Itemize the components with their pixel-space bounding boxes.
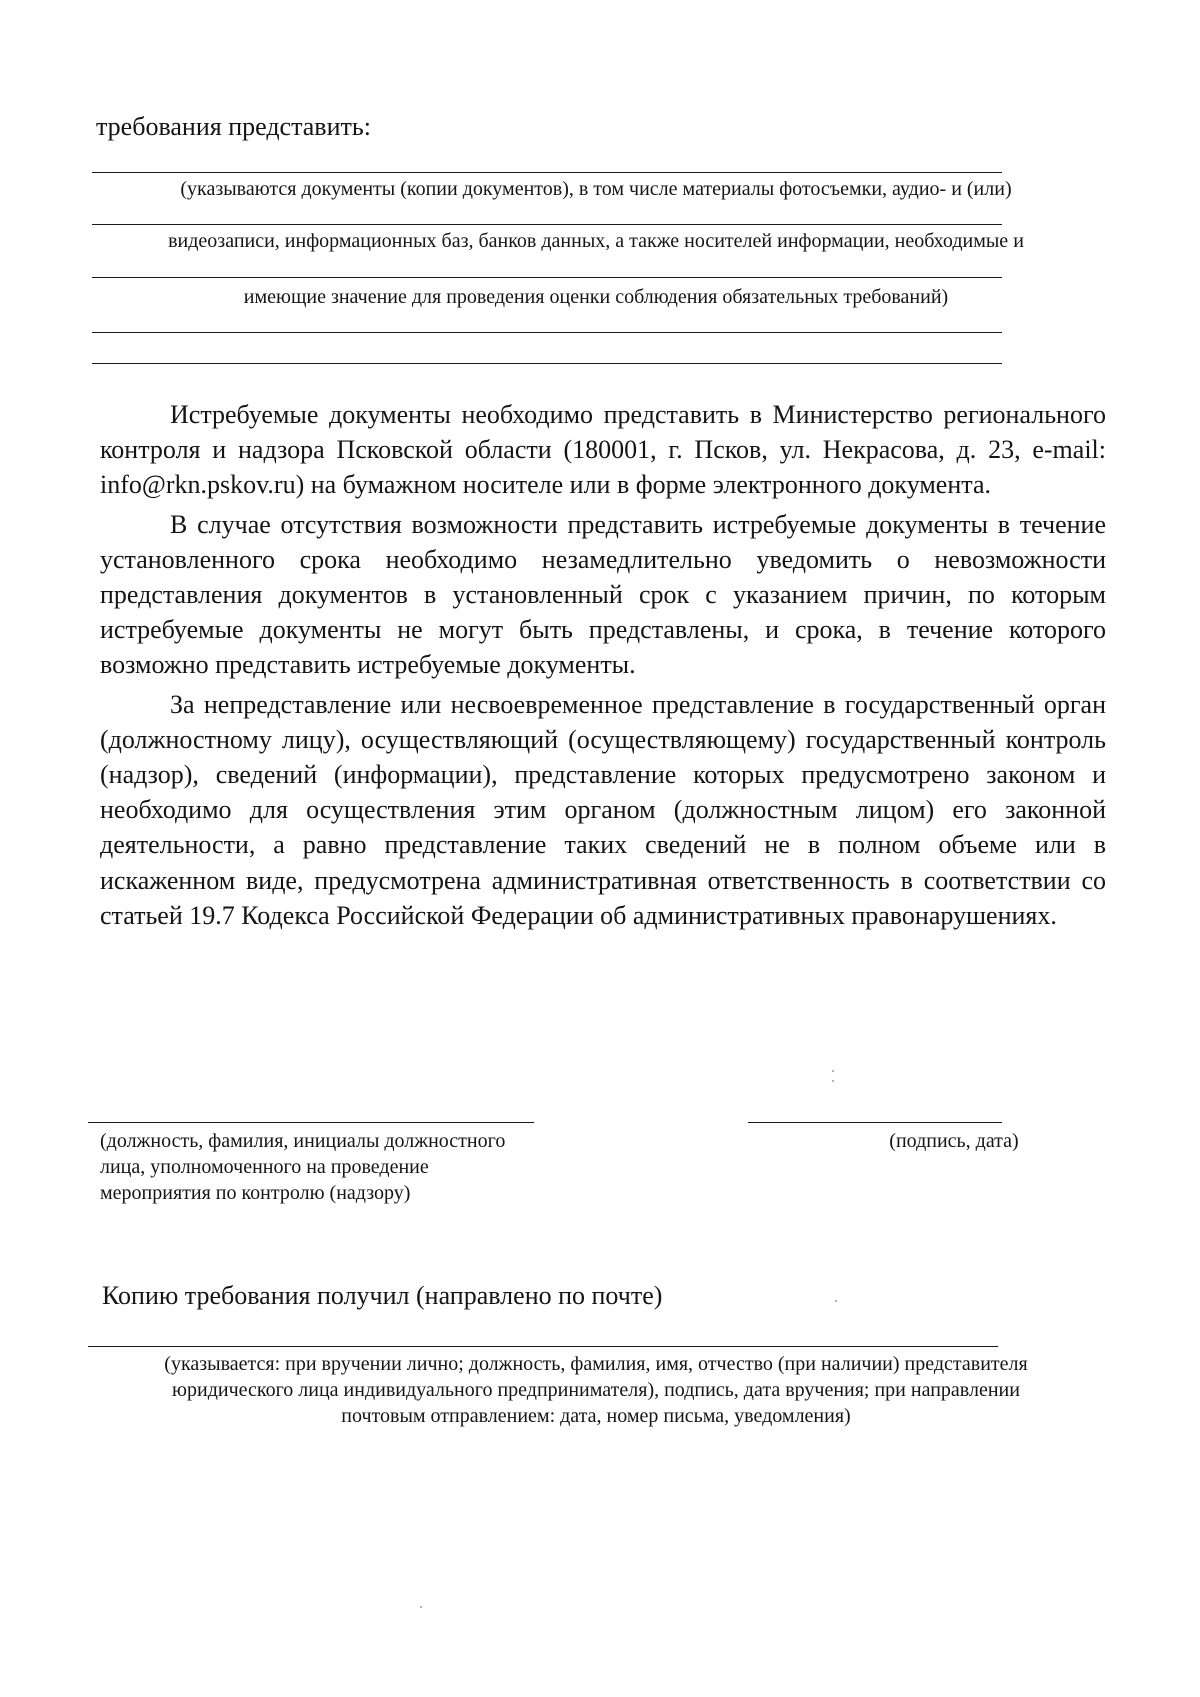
fill-line	[92, 172, 1002, 173]
fill-line	[92, 224, 1002, 225]
official-caption-line: мероприятия по контролю (надзору)	[100, 1182, 411, 1204]
intro-text: требования представить:	[96, 112, 371, 141]
documents-caption-3: имеющие значение для проведения оценки соблюдения обязательных требований)	[243, 286, 949, 308]
body-text	[100, 397, 1106, 933]
scan-speck	[420, 1606, 422, 1608]
documents-caption-1: (указываются документы (копии документов), в том числе материалы фотосъемки, аудио- и (или)	[180, 178, 1012, 200]
sign-date-line	[748, 1122, 1002, 1123]
scan-speck	[832, 1070, 834, 1072]
recipient-caption-line: (указывается: при вручении лично; должность, фамилия, имя, отчество (при наличии) представителя	[164, 1353, 1028, 1375]
fill-line	[92, 332, 1002, 333]
official-caption-line: лица, уполномоченного на проведение	[100, 1156, 429, 1178]
recipient-line	[88, 1346, 998, 1347]
official-caption	[100, 1128, 570, 1206]
official-signature-line	[88, 1122, 534, 1123]
sign-date-caption: (подпись, дата)	[889, 1130, 1019, 1152]
recipient-caption	[96, 1351, 1096, 1429]
recipient-caption-line: почтовым отправлением: дата, номер письма, уведомления)	[341, 1405, 851, 1427]
paragraph-impossibility-notice: В случае отсутствия возможности представить истребуемые документы в течение установленного срока необходимо незамедлительно уведомить о невозможности представления документов в установленный срок с указанием причин, по которым истребуемые документы не могут быть представлены, и срока, в течение которого возможно представить истребуемые документы.	[100, 509, 1106, 680]
copy-received-text: Копию требования получил (направлено по почте)	[102, 1281, 663, 1310]
fill-line	[92, 277, 1002, 278]
official-caption-line: (должность, фамилия, инициалы должностного	[100, 1130, 506, 1152]
paragraph-liability: За непредставление или несвоевременное представление в государственный орган (должностному лицу), осуществляющий (осуществляющему) государственный контроль (надзор), сведений (информации), представление которых предусмотрено законом и необходимо для осуществления этим органом (должностным лицом) его законной деятельности, а равно представление таких сведений не в полном объеме или в искаженном виде, предусмотрена административная ответственность в соответствии со статьей 19.7 Кодекса Российской Федерации об административных правонарушениях.	[100, 689, 1106, 930]
fill-line	[92, 363, 1002, 364]
paragraph-submission-address: Истребуемые документы необходимо представить в Министерство регионального контроля и надзора Псковской области (180001, г. Псков, ул. Некрасова, д. 23, e-mail: info@rkn.pskov.ru) на бумажном носителе или в форме электронного документа.	[100, 400, 1106, 500]
scan-speck	[832, 1080, 834, 1082]
documents-caption-2: видеозаписи, информационных баз, банков данных, а также носителей информации, необходимые и	[168, 230, 1024, 252]
recipient-caption-line: юридического лица индивидуального предпринимателя), подпись, дата вручения; при направлении	[172, 1379, 1020, 1401]
scan-speck	[835, 1300, 837, 1302]
